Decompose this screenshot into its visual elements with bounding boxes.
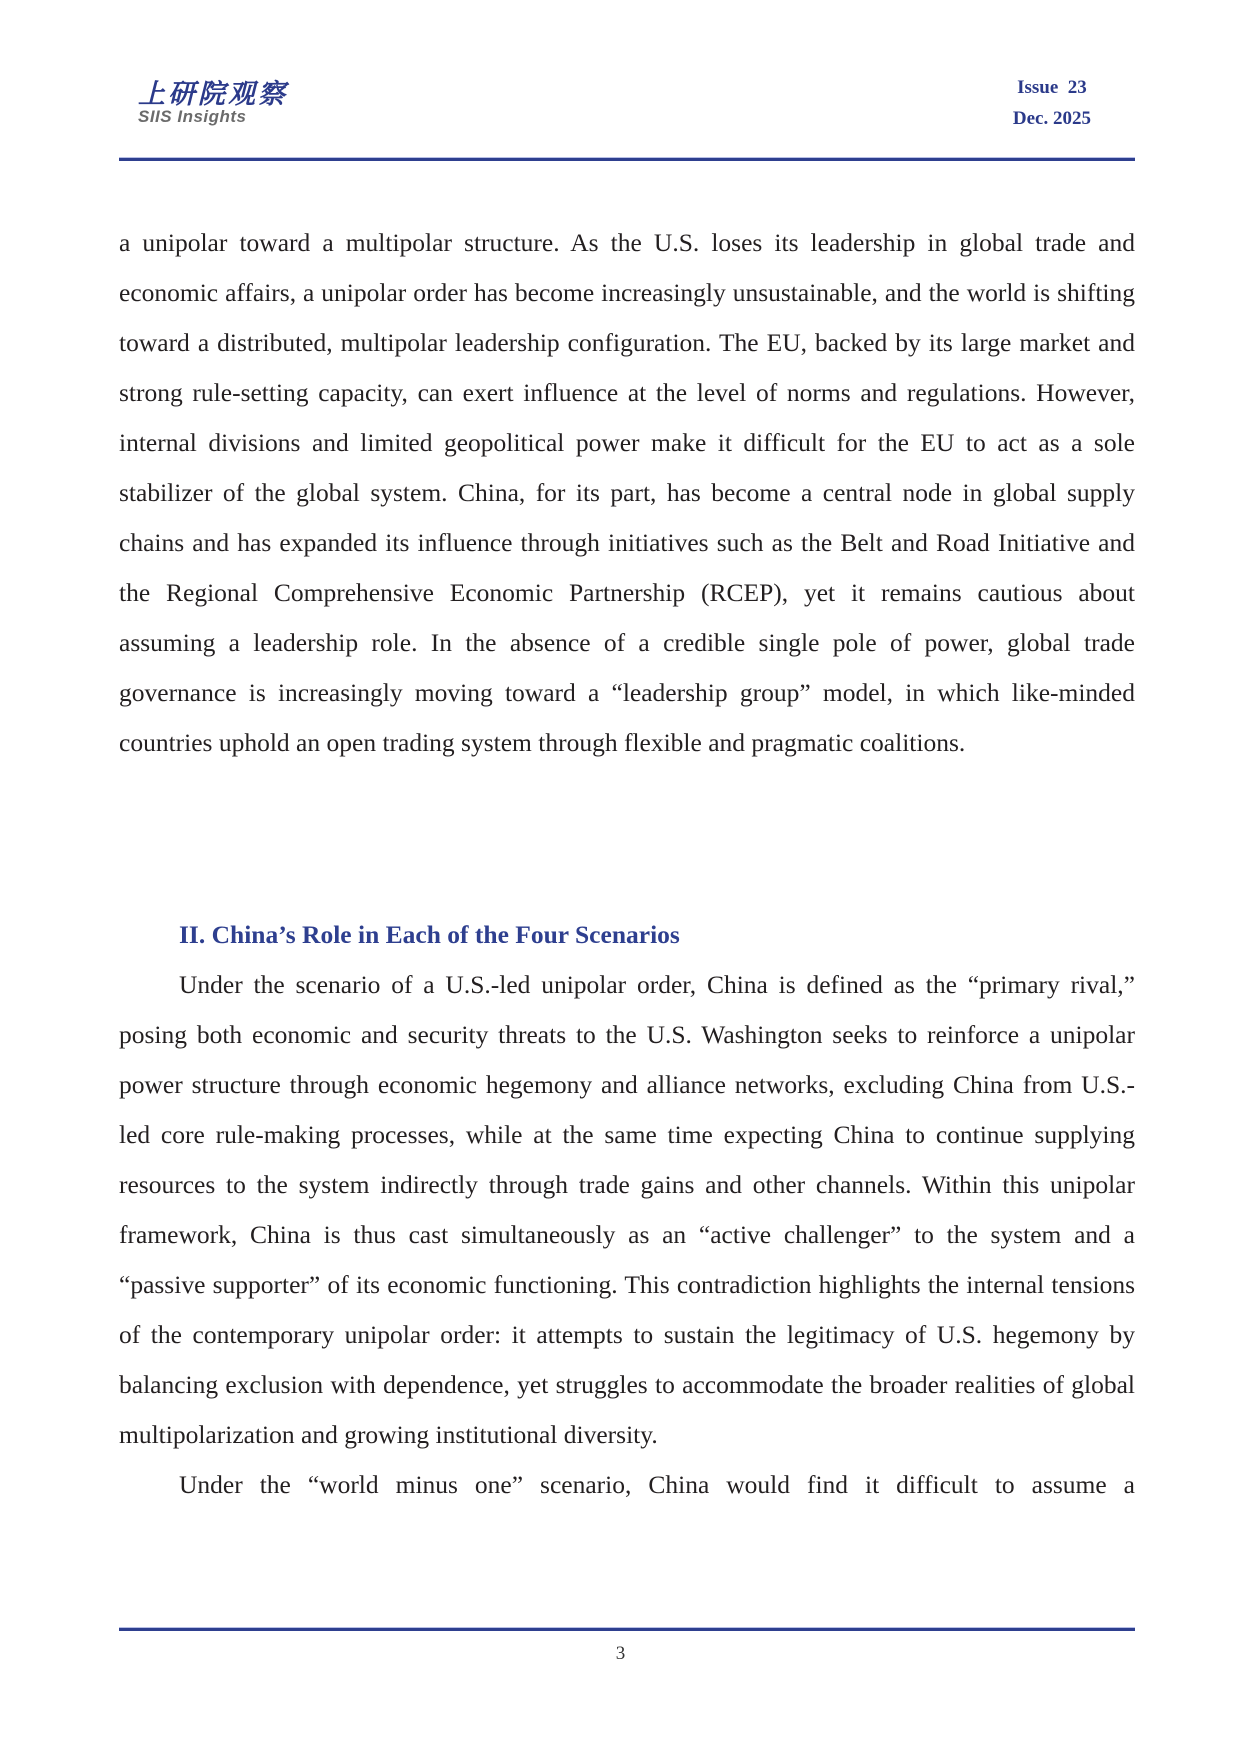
section-body (119, 960, 1135, 1510)
issue-date: Dec. 2025 (1012, 108, 1091, 129)
footer-divider (119, 1627, 1135, 1631)
paragraph: Under the “world minus one” scenario, China would find it difficult to assume a (179, 1470, 1135, 1499)
publication-logo-chinese: 上研院观察 (138, 79, 288, 110)
issue-info (1013, 72, 1091, 134)
publication-logo-english: SIIS Insights (138, 107, 247, 126)
section-heading: II. China’s Role in Each of the Four Scenarios (179, 920, 680, 949)
issue-number: Issue 23 (1017, 77, 1087, 98)
paragraph: a unipolar toward a multipolar structure. As the U.S. loses its leadership in global trade and economic affairs, a unipolar order has become increasingly unsustainable, and the world is shifting toward a distributed, multipolar leadership configuration. The EU, backed by its large market and strong rule-setting capacity, can exert influence at the level of norms and regulations. However, internal divisions and limited geopolitical power make it difficult for the EU to act as a sole stabilizer of the global system. China, for its part, has become a central node in global supply chains and has expanded its influence through initiatives such as the Belt and Road Initiative and the Regional Comprehensive Economic Partnership (RCEP), yet it remains cautious about assuming a leadership role. In the absence of a credible single pole of power, global trade governance is increasingly moving toward a “leadership group” model, in which like-minded countries uphold an open trading system through flexible and pragmatic coalitions. (119, 228, 1135, 757)
header-divider (119, 157, 1135, 161)
page-number: 3 (615, 1643, 626, 1664)
body-text-continued (119, 218, 1135, 768)
paragraph: Under the scenario of a U.S.-led unipolar order, China is defined as the “primary rival,” posing both economic and security threats to the U.S. Washington seeks to reinforce a unipolar power structure through economic hegemony and alliance networks, excluding China from U.S.-led core rule-making processes, while at the same time expecting China to continue supplying resources to the system indirectly through trade gains and other channels. Within this unipolar framework, China is thus cast simultaneously as an “active challenger” to the system and a “passive supporter” of its economic functioning. This contradiction highlights the internal tensions of the contemporary unipolar order: it attempts to sustain the legitimacy of U.S. hegemony by balancing exclusion with dependence, yet struggles to accommodate the broader realities of global multipolarization and growing institutional diversity. (119, 970, 1135, 1449)
